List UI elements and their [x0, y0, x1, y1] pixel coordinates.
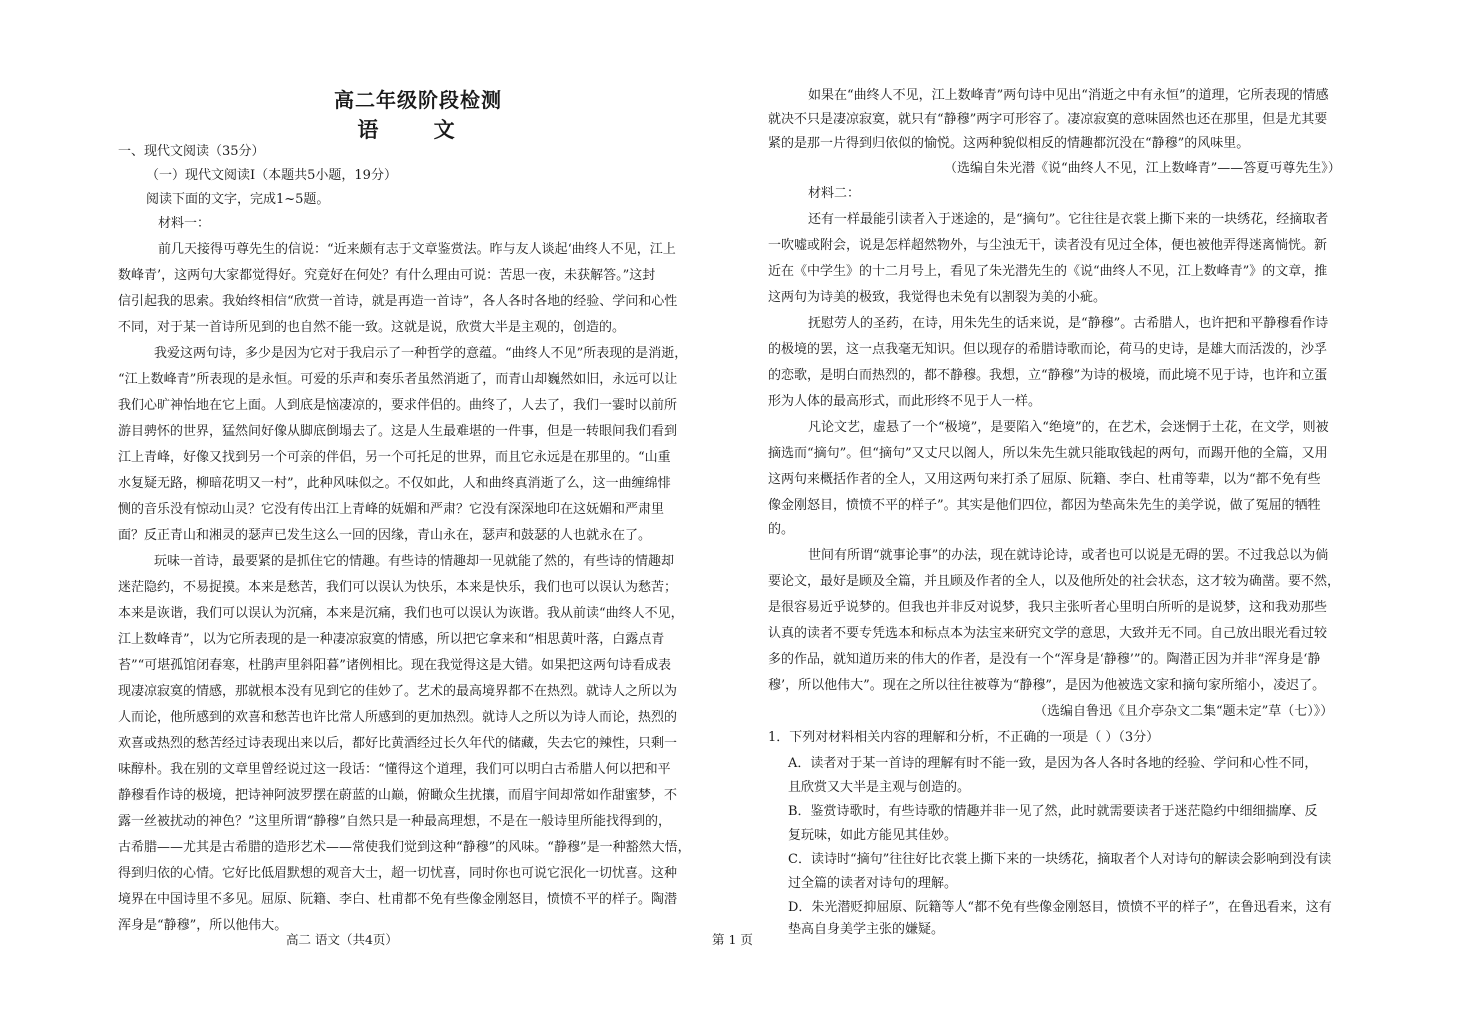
paragraph-line: 的。: [768, 522, 795, 537]
subsection-heading: （一）现代文阅读Ⅰ（本题共5小题，19分）: [146, 168, 397, 183]
paragraph-line: 多的作品，就知道历来的伟大的作者，是没有一个“浑身是‘静穆’”的。陶潜正因为并非“浑身是‘静: [768, 652, 1321, 667]
paragraph-line: 如果在“曲终人不见，江上数峰青”两句诗中见出“消逝之中有永恒”的道理，它所表现的情感: [808, 88, 1329, 103]
material-label: 材料二：: [808, 186, 861, 201]
question-stem: 1．下列对材料相关内容的理解和分析，不正确的一项是（ ）（3分）: [768, 730, 1160, 745]
option-d-cont: 垫高自身美学主张的嫌疑。: [788, 922, 945, 937]
paragraph-line: “江上数峰青”所表现的是永恒。可爱的乐声和奏乐者虽然消逝了，而青山却巍然如旧，永远可以让: [118, 372, 678, 387]
footer-page-number: 第 1 页: [712, 932, 753, 947]
paragraph-line: 露一丝被扰动的神色？”这里所谓“静穆”自然只是一种最高理想，不是在一般诗里所能找得到的，: [118, 814, 671, 829]
paragraph-line: 江上数峰青”，以为它所表现的是一种凄凉寂寞的情感，所以把它拿来和“相思黄叶落，白露点青: [118, 632, 665, 647]
option-c-cont: 过全篇的读者对诗句的理解。: [788, 876, 958, 891]
paragraph-line: 我爱这两句诗，多少是因为它对于我启示了一种哲学的意蕴。“曲终人不见”所表现的是消逝，: [154, 346, 688, 361]
paragraph-line: 的极境的罢，这一点我毫无知识。但以现存的希腊诗歌而论，荷马的史诗，是雄大而活泼的，沙孚: [768, 342, 1328, 357]
footer-course-info: 高二 语文（共4页）: [286, 932, 398, 947]
exam-title: 高二年级阶段检测: [334, 88, 502, 112]
paragraph-line: 面？反正青山和湘灵的瑟声已发生这么一回的因缘，青山永在，瑟声和鼓瑟的人也就永在了。: [118, 528, 652, 543]
paragraph-line: 前几天接得丏尊先生的信说：“近来颇有志于文章鉴赏法。昨与友人谈起‘曲终人不见，江上: [158, 242, 676, 257]
paragraph-line: 现凄凉寂寞的情感，那就根本没有见到它的佳妙了。艺术的最高境界都不在热烈。就诗人之所以为: [118, 684, 678, 699]
paragraph-line: 静穆看作诗的极境，把诗神阿波罗摆在蔚蓝的山巅，俯瞰众生扰攘，而眉宇间却常如作甜蜜梦，不: [118, 788, 678, 803]
paragraph-line: 世间有所谓“就事论事”的办法，现在就诗论诗，或者也可以说是无碍的罢。不过我总以为倘: [808, 548, 1329, 563]
section-heading: 一、现代文阅读（35分）: [118, 144, 265, 159]
subject-title: 语 文: [357, 117, 479, 142]
option-b-cont: 复玩味，如此方能见其佳妙。: [788, 828, 958, 843]
paragraph-line: 水复疑无路，柳暗花明又一村”，此种风味似之。不仅如此，人和曲终真消逝了么，这一曲缠绵悱: [118, 476, 671, 491]
paragraph-line: 信引起我的思索。我始终相信“欣赏一首诗，就是再造一首诗”，各人各时各地的经验、学问和心性: [118, 294, 678, 309]
paragraph-line: 玩味一首诗，最要紧的是抓住它的情趣。有些诗的情趣却一见就能了然的，有些诗的情趣却: [154, 554, 675, 569]
paragraph-line: 我们心旷神怡地在它上面。人到底是恼凄凉的，要求伴侣的。曲终了，人去了，我们一霎时以前所: [118, 398, 678, 413]
paragraph-line: 人而论，他所感到的欢喜和愁苦也许比常人所感到的更加热烈。就诗人之所以为诗人而论，热烈的: [118, 710, 678, 725]
paragraph-line: 数峰青’，这两句大家都觉得好。究竟好在何处？有什么理由可说：苦思一夜，未获解答。”这封: [118, 268, 656, 283]
paragraph-line: 要论文，最好是顾及全篇，并且顾及作者的全人，以及他所处的社会状态，这才较为确凿。要不然，: [768, 574, 1341, 589]
paragraph-line: 就决不只是凄凉寂寞，就只有“静穆”两字可形容了。凄凉寂寞的意味固然也还在那里，但是尤其要: [768, 112, 1328, 127]
paragraph-line: 古希腊——尤其是古希腊的造形艺术——常使我们觉到这种“静穆”的风味。“静穆”是一种豁然大悟，: [118, 840, 691, 855]
paragraph-line: 欢喜或热烈的愁苦经过诗表现出来以后，都好比黄酒经过长久年代的储藏，失去它的辣性，只剩一: [118, 736, 678, 751]
paragraph-line: 认真的读者不要专凭选本和标点本为法宝来研究文学的意思，大致并无不同。自己放出眼光看过较: [768, 626, 1328, 641]
paragraph-line: 近在《中学生》的十二月号上，看见了朱光潜先生的《说“曲终人不见，江上数峰青”》的文章，推: [768, 264, 1328, 279]
paragraph-line: 这两句为诗美的极致，我觉得也未免有以割裂为美的小疵。: [768, 290, 1107, 305]
paragraph-line: 本来是诙谐，我们可以误认为沉痛，本来是沉痛，我们也可以误认为诙谐。我从前读“曲终人不见，: [118, 606, 684, 621]
material-label: 材料一：: [158, 216, 211, 231]
paragraph-line: 一吹嘘或附会，说是怎样超然物外，与尘浊无干，读者没有见过全体，便也被他弄得迷离惝恍。新: [768, 238, 1328, 253]
instruction-text: 阅读下面的文字，完成1~5题。: [146, 192, 330, 207]
paragraph-line: 迷茫隐约，不易捉摸。本来是愁苦，我们可以误认为快乐，本来是快乐，我们也可以误认为愁苦；: [118, 580, 678, 595]
paragraph-line: 苔”“可堪孤馆闭春寒，杜鹃声里斜阳暮”诸例相比。现在我觉得这是大错。如果把这两句诗看成表: [118, 658, 671, 673]
source-citation: （选编自朱光潜《说“曲终人不见，江上数峰青”——答夏丏尊先生》）: [944, 161, 1341, 176]
source-citation: （选编自鲁迅《且介亭杂文二集“题未定”草（七）》）: [1034, 704, 1334, 719]
paragraph-line: 味醇朴。我在别的文章里曾经说过这一段话：“懂得这个道理，我们可以明白古希腊人何以把和平: [118, 762, 671, 777]
paragraph-line: 恻的音乐没有惊动山灵？它没有传出江上青峰的妩媚和严肃？它没有深深地印在这妩媚和严肃里: [118, 502, 665, 517]
paragraph-line: 还有一样最能引读者入于迷途的，是“摘句”。它往往是衣裳上撕下来的一块绣花，经摘取者: [808, 212, 1329, 227]
paragraph-line: 境界在中国诗里不多见。屈原、阮籍、李白、杜甫都不免有些像金刚怒目，愤愤不平的样子。陶潜: [118, 892, 678, 907]
paragraph-line: 穆’，所以他伟大”。现在之所以往往被尊为“静穆”，是因为他被选文家和摘句家所缩小，凌迟了。: [768, 678, 1326, 693]
option-d: D．朱光潜贬抑屈原、阮籍等人“都不免有些像金刚怒目，愤愤不平的样子”，在鲁迅看来，这有: [788, 900, 1332, 915]
paragraph-line: 的恋歌，是明白而热烈的，都不静穆。我想，立“静穆”为诗的极境，而此境不见于诗，也许和立蛋: [768, 368, 1328, 383]
option-a-cont: 且欣赏又大半是主观与创造的。: [788, 780, 971, 795]
paragraph-line: 是很容易近乎说梦的。但我也并非反对说梦，我只主张听者心里明白所听的是说梦，这和我劝那些: [768, 600, 1328, 615]
option-c: C．读诗时“摘句”往往好比衣裳上撕下来的一块绣花，摘取者个人对诗句的解读会影响到没有读: [788, 852, 1332, 867]
option-b: B．鉴赏诗歌时，有些诗歌的情趣并非一见了然，此时就需要读者于迷茫隐约中细细揣摩、反: [788, 804, 1318, 819]
paragraph-line: 抚慰劳人的圣药，在诗，用朱先生的话来说，是“静穆”。古希腊人，也许把和平静穆看作诗: [808, 316, 1329, 331]
paragraph-line: 浑身是“静穆”，所以他伟大。: [118, 918, 288, 933]
option-a: A．读者对于某一首诗的理解有时不能一致，是因为各人各时各地的经验、学问和心性不同，: [788, 756, 1318, 771]
paragraph-line: 得到归依的心情。它好比低眉默想的观音大士，超一切忧喜，同时你也可说它泯化一切忧喜。这种: [118, 866, 678, 881]
paragraph-line: 江上青峰，好像又找到另一个可亲的伴侣，另一个可托足的世界，而且它永远是在那里的。“山重: [118, 450, 671, 465]
paragraph-line: 游目骋怀的世界，猛然间好像从脚底倒塌去了。这是人生最难堪的一件事，但是一转眼间我们看到: [118, 424, 678, 439]
paragraph-line: 像金刚怒目，愤愤不平的样子”。其实是他们四位，都因为垫高朱先生的美学说，做了冤屈的牺牲: [768, 498, 1321, 513]
paragraph-line: 紧的是那一片得到归依似的愉悦。这两种貌似相反的情趣都沉没在“静穆”的风味里。: [768, 136, 1250, 151]
paragraph-line: 形为人体的最高形式，而此形终不见于人一样。: [768, 394, 1042, 409]
paragraph-line: 摘选而“摘句”。但“摘句”又丈尺以阁人，所以朱先生就只能取钱起的两句，而踢开他的全篇，又用: [768, 446, 1328, 461]
paragraph-line: 不同，对于某一首诗所见到的也自然不能一致。这就是说，欣赏大半是主观的，创造的。: [118, 320, 626, 335]
paragraph-line: 凡论文艺，虚悬了一个“极境”，是要陷入“绝境”的，在艺术，会迷惘于土花，在文学，则被: [808, 420, 1329, 435]
paragraph-line: 这两句来概括作者的全人，又用这两句来打杀了屈原、阮籍、李白、杜甫等辈，以为“都不免有些: [768, 472, 1321, 487]
